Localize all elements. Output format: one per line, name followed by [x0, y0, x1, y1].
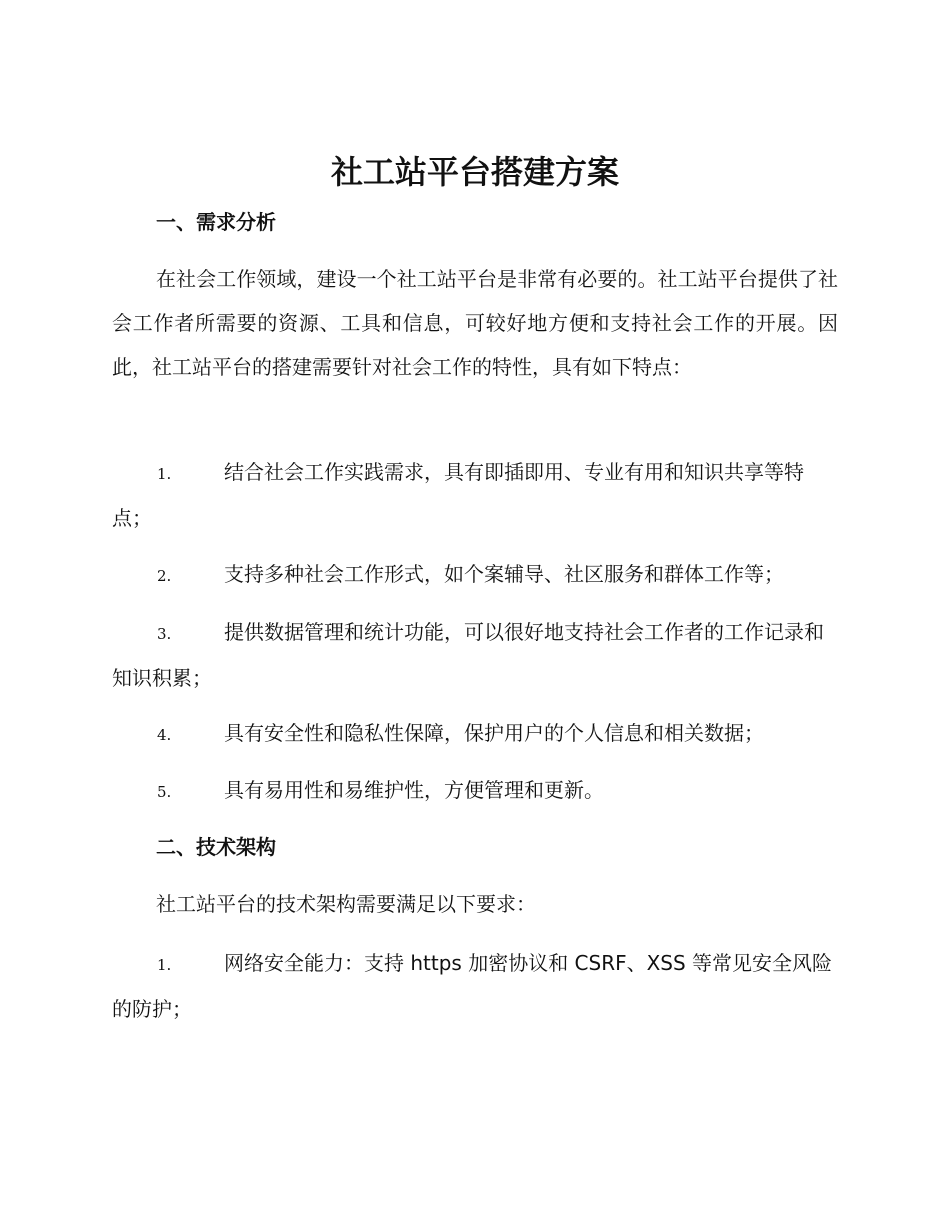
list-item-number: 2.	[157, 567, 172, 585]
list-item-text: 具有易用性和易维护性，方便管理和更新。	[224, 778, 604, 802]
list-item-number: 1.	[157, 956, 172, 974]
document-title: 社工站平台搭建方案	[330, 153, 619, 191]
list-item	[112, 552, 838, 598]
list-item-text: 支持多种社会工作形式，如个案辅导、社区服务和群体工作等；	[224, 562, 784, 586]
list-item-text: 提供数据管理和统计功能，可以很好地支持社会工作者的工作记录和知识积累；	[112, 620, 824, 690]
section-heading-architecture: 二、技术架构	[156, 835, 276, 859]
list-item-number: 4.	[157, 726, 172, 744]
section-intro-paragraph: 社工站平台的技术架构需要满足以下要求：	[156, 892, 536, 916]
list-item-number: 1.	[157, 465, 172, 483]
section-heading-requirements: 一、需求分析	[156, 210, 276, 234]
list-item-text: 具有安全性和隐私性保障，保护用户的个人信息和相关数据；	[224, 721, 764, 745]
list-item	[112, 941, 838, 1031]
section-intro-paragraph: 在社会工作领域，建设一个社工站平台是非常有必要的。社工站平台提供了社会工作者所需要的资源、工具和信息，可较好地方便和支持社会工作的开展。因此，社工站平台的搭建需要针对社会工作的特性，具有如下特点：	[112, 267, 838, 379]
list-item-number: 5.	[157, 783, 172, 801]
list-item	[112, 610, 838, 700]
list-item-text: 结合社会工作实践需求，具有即插即用、专业有用和知识共享等特点；	[112, 460, 804, 530]
list-item	[112, 768, 838, 814]
list-item-number: 3.	[157, 625, 172, 643]
list-item-text: 网络安全能力：支持 https 加密协议和 CSRF、XSS 等常见安全风险的防护；	[112, 951, 833, 1021]
list-item	[112, 711, 838, 757]
list-item	[112, 450, 838, 540]
